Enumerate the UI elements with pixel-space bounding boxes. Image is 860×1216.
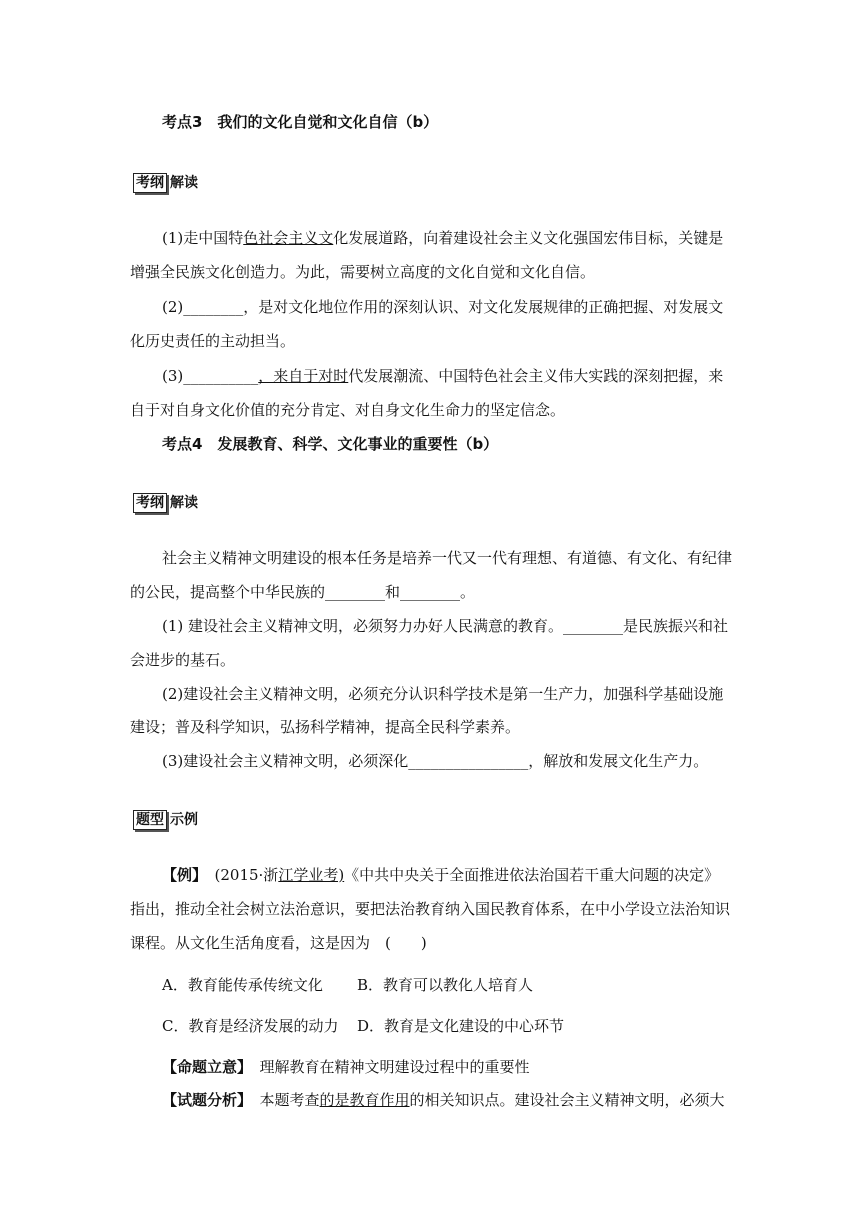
section3-p1-line2: 增强全民族文化创造力。为此，需要树立高度的文化自觉和文化自信。 bbox=[130, 263, 596, 281]
section4-p3: (3)建设社会主义精神文明，必须深化________________，解放和发展文化生产力。 bbox=[162, 752, 709, 770]
section3-box-label: 考纲 bbox=[133, 173, 167, 193]
example-question-line1 bbox=[162, 865, 719, 885]
text-run: 本题考查 bbox=[244, 1091, 320, 1109]
section4-outline-header bbox=[133, 492, 198, 513]
option-d: D．教育是文化建设的中心环节 bbox=[357, 1017, 565, 1035]
analysis-tag: 【试题分析】 bbox=[162, 1091, 245, 1109]
example-box-label: 题型 bbox=[133, 810, 167, 830]
intent-tag: 【命题立意】 bbox=[162, 1058, 245, 1076]
text-run: 代发展潮流、中国特色社会主义伟大实践的深刻把握，来 bbox=[348, 367, 724, 385]
text-run: (3)__________ bbox=[162, 367, 259, 385]
example-question-line3: 课程。从文化生活角度看，这是因为 ( ) bbox=[130, 934, 427, 952]
section3-outline-header bbox=[133, 172, 198, 193]
example-tag: 【例】 bbox=[162, 866, 200, 884]
example-box-tail: 示例 bbox=[170, 812, 198, 828]
section4-box-tail: 解读 bbox=[170, 495, 198, 511]
underlined-run: ，来自于对时 bbox=[258, 367, 349, 385]
section4-p2-line2: 建设；普及科学知识，弘扬科学精神，提高全民科学素养。 bbox=[130, 718, 521, 736]
underlined-run: 的是教育作用 bbox=[319, 1091, 410, 1109]
text-run: 化发展道路，向着建设社会主义文化强国宏伟目标，关键是 bbox=[333, 229, 724, 247]
text-run: 《中共中央关于全面推进依法治国若干重大问题的决定》 bbox=[344, 866, 720, 884]
text-run: (1)走中国特 bbox=[162, 229, 244, 247]
section4-intro-line2: 的公民，提高整个中华民族的________和________。 bbox=[130, 583, 476, 601]
option-c: C．教育是经济发展的动力 bbox=[162, 1017, 339, 1035]
section3-p3-line1 bbox=[162, 366, 723, 386]
section4-p1-line1: (1) 建设社会主义精神文明，必须努力办好人民满意的教育。________是民族振兴和社 bbox=[162, 617, 729, 635]
section4-p2-line1: (2)建设社会主义精神文明，必须充分认识科学技术是第一生产力，加强科学基础设施 bbox=[162, 685, 724, 703]
intent-text: 理解教育在精神文明建设过程中的重要性 bbox=[244, 1058, 530, 1076]
section3-p2-line2: 化历史责任的主动担当。 bbox=[130, 332, 296, 350]
text-run: (2015·浙 bbox=[199, 866, 279, 884]
section4-title: 考点4 发展教育、科学、文化事业的重要性（b） bbox=[162, 435, 499, 453]
intent-line bbox=[162, 1057, 530, 1077]
section4-intro-line1: 社会主义精神文明建设的根本任务是培养一代又一代有理想、有道德、有文化、有纪律 bbox=[162, 549, 733, 567]
section3-title: 考点3 我们的文化自觉和文化自信（b） bbox=[162, 113, 439, 131]
section3-p1-line1 bbox=[162, 228, 723, 248]
example-question-line2: 指出，推动全社会树立法治意识，要把法治教育纳入国民教育体系，在中小学设立法治知识 bbox=[130, 900, 731, 918]
section4-p1-line2: 会进步的基石。 bbox=[130, 651, 236, 669]
text-run: 的相关知识点。建设社会主义精神文明，必须大 bbox=[409, 1091, 725, 1109]
underlined-run: 色社会主义文 bbox=[243, 229, 334, 247]
section3-p2-line1: (2)________，是对文化地位作用的深刻认识、对文化发展规律的正确把握、对发展文 bbox=[162, 298, 724, 316]
section3-box-tail: 解读 bbox=[170, 175, 198, 191]
analysis-line bbox=[162, 1090, 725, 1110]
underlined-run: 江学业考) bbox=[278, 866, 345, 884]
option-b: B．教育可以教化人培育人 bbox=[357, 976, 534, 994]
section4-box-label: 考纲 bbox=[133, 493, 167, 513]
example-header bbox=[133, 809, 198, 830]
option-a: A．教育能传承传统文化 bbox=[162, 976, 323, 994]
section3-p3-line2: 自于对自身文化价值的充分肯定、对自身文化生命力的坚定信念。 bbox=[130, 401, 566, 419]
